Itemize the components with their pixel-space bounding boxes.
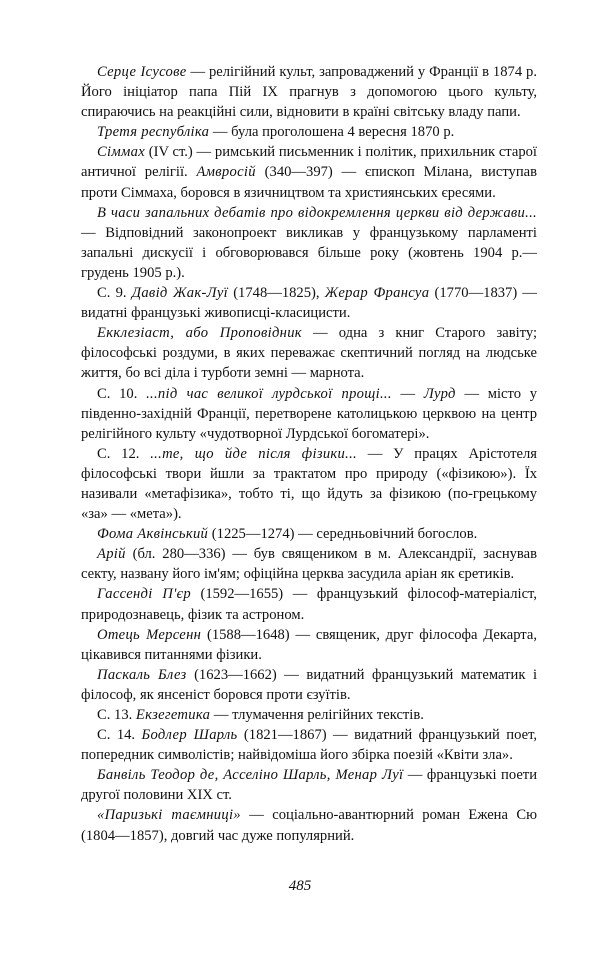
- note-text: — була проголошена 4 вересня 1870 р.: [209, 124, 455, 141]
- note-text: — Відповідний законопроект викликав у французькому парламенті запальні дискусії і обговорювався більше року (жовтень 1904 р.— грудень 1905 р.).: [81, 224, 537, 281]
- note-text: — тлумачення релігійних текстів.: [210, 707, 424, 723]
- term-text: Третя республіка: [97, 124, 210, 141]
- note-text: С. 12.: [97, 445, 151, 462]
- term-text: Серце Ісусове: [97, 64, 187, 80]
- note-text: — релігійний культ, запроваджений у Франції в 1874 р. Його ініціатор папа Пій IX прагнув з допомогою цього культу, спираючись на реакційні сили, відновити в країні світську владу папи.: [81, 64, 537, 121]
- note-entry: [81, 323, 537, 383]
- note-text: —: [391, 385, 424, 402]
- notes-text: [81, 62, 537, 846]
- note-text: (1588—1648) — священик, друг філософа Декарта, цікавився питаннями фізики.: [81, 626, 537, 663]
- note-text: (1770—1837) — видатні французькі живописці-класицисти.: [81, 285, 538, 322]
- note-text: — французькі поети другої половини XIX ст.: [81, 767, 537, 804]
- note-entry: [81, 524, 537, 544]
- term-text: Фома Аквінський: [97, 526, 209, 543]
- note-text: (1821—1867) — видатний французький поет, попередник символістів; найвідоміша його збірка поезій «Квіти зла».: [81, 727, 538, 764]
- page-number: 485: [288, 878, 312, 894]
- term-text: Гассенді П'єр: [97, 586, 191, 603]
- note-entry: [81, 544, 537, 584]
- note-entry: [81, 62, 537, 122]
- term-text: ...під час великої лурдської прощі...: [146, 385, 392, 402]
- note-text: (1748—1825),: [227, 285, 325, 302]
- note-text: С. 9.: [97, 285, 132, 302]
- term-text: Екклезіаст, або Проповідник: [97, 325, 302, 342]
- note-entry: [81, 725, 537, 765]
- term-text: В часи запальних дебатів про відокремлення церкви від держави...: [97, 204, 537, 221]
- term-text: Банвіль Теодор де, Асселіно Шарль, Менар Луї: [97, 767, 404, 784]
- term-text: Сіммах: [97, 144, 145, 161]
- note-text: (1623—1662) — видатний французький математик і філософ, як янсеніст боровся проти єзуїтів.: [81, 666, 538, 703]
- term-text: Давід Жак-Луї: [131, 285, 228, 302]
- note-entry: [81, 283, 537, 323]
- term-text: «Паризькі таємниці»: [97, 807, 241, 824]
- note-entry: [81, 705, 537, 725]
- note-entry: [81, 665, 537, 705]
- note-text: С. 10.: [97, 385, 147, 402]
- note-entry: [81, 625, 537, 665]
- note-text: — соціально-авантюрний роман Ежена Сю (1804—1857), довгий час дуже популярний.: [81, 807, 537, 844]
- note-entry: [81, 142, 537, 202]
- term-text: Екзегетика: [135, 707, 211, 723]
- note-text: (IV ст.) — римський письменник і політик, прихильник старої античної релігії.: [81, 144, 537, 181]
- note-entry: [81, 444, 537, 524]
- term-text: Арій: [97, 546, 126, 563]
- note-text: С. 14.: [97, 727, 142, 744]
- term-text: ...те, що йде після фізики...: [150, 445, 357, 462]
- note-entry: [81, 122, 537, 142]
- note-text: — місто у південно-західній Франції, перетворене католицькою церквою на центр релігійного культу «чудотворної Лурдської богоматері».: [81, 385, 538, 442]
- note-text: — У працях Арістотеля філософські твори йшли за трактатом про природу («фізикою»). Їх називали «метафізика», тобто ті, що йдуть за фізикою (по-грецькому «за» — «мета»).: [81, 445, 537, 523]
- term-text: Отець Мерсенн: [97, 626, 202, 643]
- note-text: (1225—1274) — середньовічний богослов.: [208, 526, 478, 543]
- note-text: (340—397) — єпископ Мілана, виступав проти Сіммаха, боровся в язичництвом та християнських єресями.: [81, 164, 537, 201]
- term-text: Амвросій: [196, 164, 256, 181]
- note-text: С. 13.: [97, 707, 136, 723]
- term-text: Лурд: [423, 385, 456, 402]
- note-entry: [81, 384, 537, 444]
- note-text: (бл. 280—336) — був священиком в м. Александрії, заснував секту, названу його ім'ям; офіційна церква засудила аріан як єретиків.: [81, 546, 537, 583]
- note-entry: [81, 203, 537, 283]
- term-text: Паскаль Блез: [97, 666, 187, 683]
- note-entry: [81, 765, 537, 805]
- term-text: Бодлер Шарль: [141, 727, 238, 744]
- note-entry: [81, 805, 537, 845]
- term-text: Жерар Франсуа: [324, 285, 430, 302]
- note-entry: [81, 584, 537, 624]
- note-text: — одна з книг Старого завіту; філософські роздуми, в яких переважає скептичний погляд на людське життя, бо всі діла і турботи земні — марнота.: [81, 325, 537, 382]
- note-text: (1592—1655) — французький філософ-матеріаліст, природознавець, фізик та астроном.: [81, 586, 537, 623]
